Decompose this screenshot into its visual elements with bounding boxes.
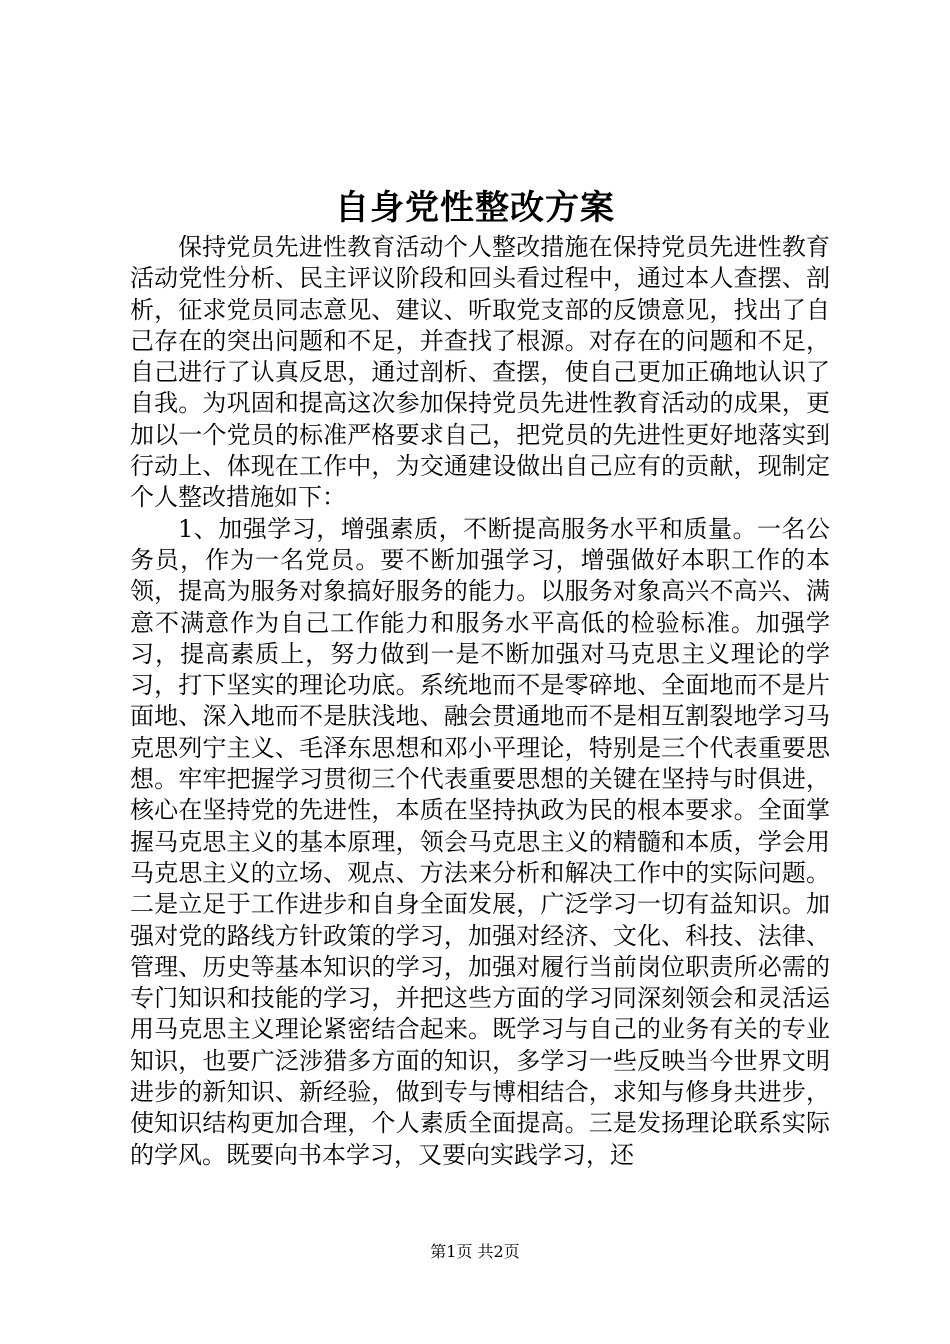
paragraph-intro: 保持党员先进性教育活动个人整改措施在保持党员先进性教育活动党性分析、民主评议阶段和回头看过程中，通过本人查摆、剖析，征求党员同志意见、建议、听取党支部的反馈意见，找出了自己存在的突出问题和不足，并查找了根源。对存在的问题和不足，自己进行了认真反思，通过剖析、查摆，使自己更加正确地认识了自我。为巩固和提高这次参加保持党员先进性教育活动的成果，更加以一个党员的标准严格要求自己，把党员的先进性更好地落实到行动上、体现在工作中，为交通建设做出自己应有的贡献，现制定个人整改措施如下： — [130, 233, 830, 512]
page-number-footer: 第1页 共2页 — [430, 1242, 520, 1261]
document-body — [130, 232, 830, 1171]
document-title: 自身党性整改方案 — [335, 188, 615, 228]
paragraph-measure-1: 1、加强学习，增强素质，不断提高服务水平和质量。一名公务员，作为一名党员。要不断加强学习，增强做好本职工作的本领，提高为服务对象搞好服务的能力。以服务对象高兴不高兴、满意不满意作为自己工作能力和服务水平高低的检验标准。加强学习，提高素质上，努力做到一是不断加强对马克思主义理论的学习，打下坚实的理论功底。系统地而不是零碎地、全面地而不是片面地、深入地而不是肤浅地、融会贯通地而不是相互割裂地学习马克思列宁主义、毛泽东思想和邓小平理论，特别是三个代表重要思想。牢牢把握学习贯彻三个代表重要思想的关键在坚持与时俱进，核心在坚持党的先进性，本质在坚持执政为民的根本要求。全面掌握马克思主义的基本原理，领会马克思主义的精髓和本质，学会用马克思主义的立场、观点、方法来分析和解决工作中的实际问题。二是立足于工作进步和自身全面发展，广泛学习一切有益知识。加强对党的路线方针政策的学习，加强对经济、文化、科技、法律、管理、历史等基本知识的学习，加强对履行当前岗位职责所必需的专门知识和技能的学习，并把这些方面的学习同深刻领会和灵活运用马克思主义理论紧密结合起来。既学习与自己的业务有关的专业知识，也要广泛涉猎多方面的知识，多学习一些反映当今世界文明进步的新知识、新经验，做到专与博相结合，求知与修身共进步，使知识结构更加合理，个人素质全面提高。三是发扬理论联系实际的学风。既要向书本学习，又要向实践学习，还 — [130, 514, 830, 1169]
